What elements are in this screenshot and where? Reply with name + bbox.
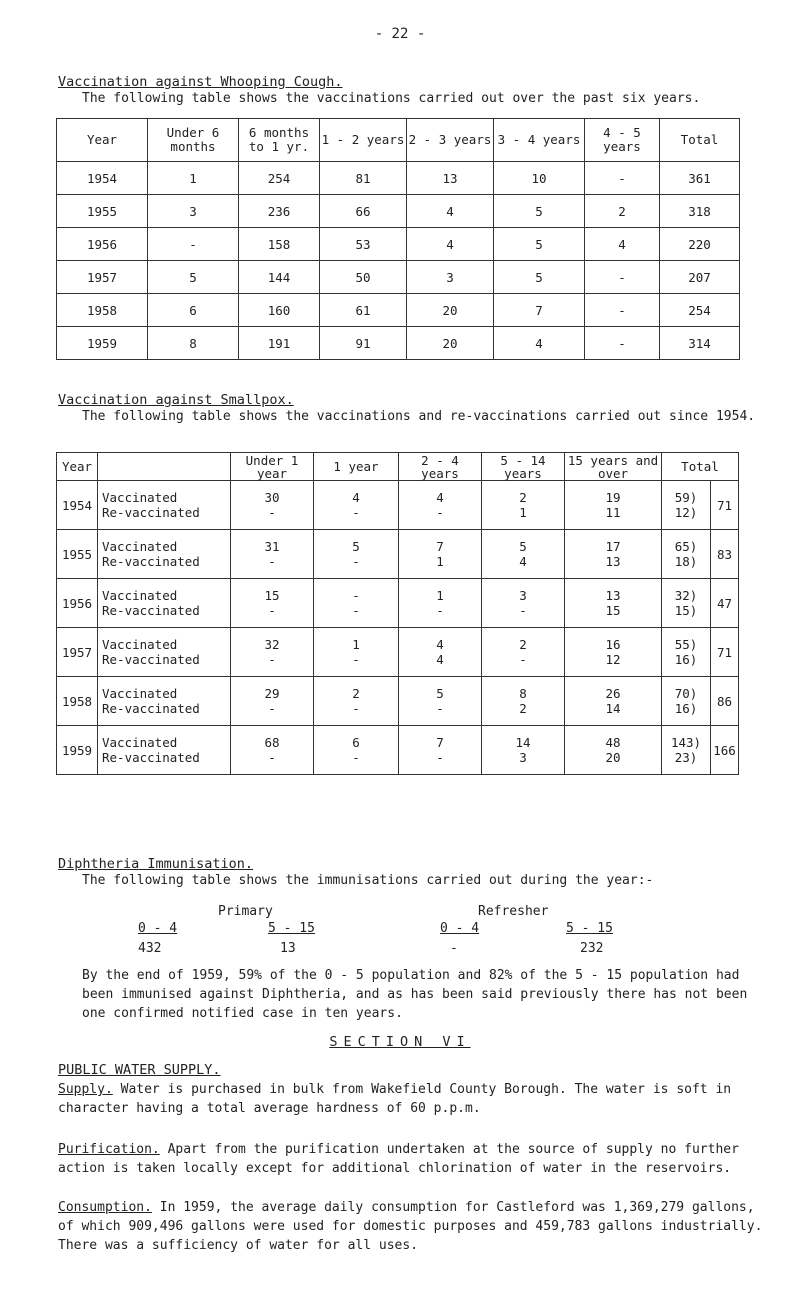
vaccinated-label: Vaccinated xyxy=(102,588,178,603)
refresher-value-5-15: 232 xyxy=(580,941,604,956)
total-cell: 166 xyxy=(711,726,739,775)
table-cell xyxy=(565,677,662,726)
table-cell xyxy=(314,677,399,726)
revaccinated-value: - xyxy=(436,505,444,520)
table-cell: 4 xyxy=(407,228,494,261)
vaccinated-value: 65) xyxy=(674,539,698,554)
table-cell: 254 xyxy=(660,294,740,327)
table-cell xyxy=(314,481,399,530)
diphtheria-intro: The following table shows the immunisations carried out during the year:- xyxy=(82,873,654,888)
consumption-paragraph xyxy=(58,1198,772,1255)
revaccinated-value: 16) xyxy=(674,701,698,716)
type-cell xyxy=(98,530,231,579)
subtotal-cell xyxy=(662,481,711,530)
type-cell xyxy=(98,579,231,628)
vaccinated-value: 68 xyxy=(264,735,280,750)
col-header: 2 - 3 years xyxy=(407,119,494,162)
vaccinated-value: 13 xyxy=(605,588,621,603)
purification-text: Apart from the purification undertaken at the source of supply no further action is taken locally except for additional chlorination of water in the reservoirs. xyxy=(58,1142,739,1176)
table-cell xyxy=(482,628,565,677)
year-cell: 1955 xyxy=(57,195,148,228)
table-cell xyxy=(565,726,662,775)
table-cell xyxy=(399,628,482,677)
revaccinated-value: - xyxy=(519,603,527,618)
revaccinated-value: 1 xyxy=(436,554,444,569)
col-header: Total xyxy=(662,453,739,481)
refresher-range-0-4: 0 - 4 xyxy=(440,921,480,936)
table-row xyxy=(57,677,739,726)
table-cell: 236 xyxy=(239,195,320,228)
vaccinated-label: Vaccinated xyxy=(102,735,178,750)
table-cell: - xyxy=(585,261,660,294)
table-cell: 20 xyxy=(407,294,494,327)
year-cell: 1959 xyxy=(57,726,98,775)
subtotal-cell xyxy=(662,628,711,677)
revaccinated-value: 18) xyxy=(674,554,698,569)
table-cell: 158 xyxy=(239,228,320,261)
table-row xyxy=(57,327,740,360)
vaccinated-value: 8 xyxy=(519,686,527,701)
type-cell xyxy=(98,628,231,677)
table-cell: - xyxy=(148,228,239,261)
table-row xyxy=(57,726,739,775)
col-header xyxy=(98,453,231,481)
section-title: SECTION VI xyxy=(329,1034,471,1050)
revaccinated-value: - xyxy=(268,652,276,667)
table-cell: 220 xyxy=(660,228,740,261)
col-header: Under 1 year xyxy=(231,453,314,481)
primary-range-0-4: 0 - 4 xyxy=(138,921,178,936)
table-cell: 7 xyxy=(494,294,585,327)
total-cell: 71 xyxy=(711,628,739,677)
subtotal-cell xyxy=(662,530,711,579)
table-cell: 10 xyxy=(494,162,585,195)
table-row xyxy=(57,579,739,628)
table-cell: 4 xyxy=(585,228,660,261)
vaccinated-value: 1 xyxy=(352,637,360,652)
vaccinated-value: - xyxy=(352,588,360,603)
table-cell: 50 xyxy=(320,261,407,294)
table-cell xyxy=(565,628,662,677)
revaccinated-value: 3 xyxy=(519,750,527,765)
table-cell xyxy=(399,579,482,628)
table-cell xyxy=(482,677,565,726)
vaccinated-value: 2 xyxy=(519,637,527,652)
table-cell xyxy=(231,677,314,726)
subtotal-cell xyxy=(662,579,711,628)
vaccinated-value: 5 xyxy=(436,686,444,701)
table-header-row xyxy=(57,119,740,162)
primary-value-5-15: 13 xyxy=(280,941,296,956)
diphtheria-summary: By the end of 1959, 59% of the 0 - 5 population and 82% of the 5 - 15 population had been immunised against Diphtheria, and as has been said previously there has not been one confirmed notified case in ten years. xyxy=(82,968,748,1021)
revaccinated-value: - xyxy=(352,554,360,569)
total-cell: 71 xyxy=(711,481,739,530)
purification-label: Purification. xyxy=(58,1142,160,1157)
table-cell: 314 xyxy=(660,327,740,360)
whooping-cough-table xyxy=(56,118,740,360)
vaccinated-value: 48 xyxy=(605,735,621,750)
table-row xyxy=(57,261,740,294)
vaccinated-value: 2 xyxy=(352,686,360,701)
table-row xyxy=(57,162,740,195)
supply-paragraph xyxy=(58,1080,772,1118)
vaccinated-value: 4 xyxy=(352,490,360,505)
table-cell: 1 xyxy=(148,162,239,195)
table-cell xyxy=(314,628,399,677)
revaccinated-value: - xyxy=(268,603,276,618)
revaccinated-value: 11 xyxy=(605,505,621,520)
whooping-cough-heading: Vaccination against Whooping Cough. xyxy=(58,74,343,90)
vaccinated-value: 16 xyxy=(605,637,621,652)
table-cell: 4 xyxy=(494,327,585,360)
revaccinated-value: - xyxy=(352,603,360,618)
diphtheria-heading: Diphtheria Immunisation. xyxy=(58,856,254,872)
table-cell: 4 xyxy=(407,195,494,228)
revaccinated-label: Re-vaccinated xyxy=(102,701,200,716)
table-cell xyxy=(482,579,565,628)
vaccinated-value: 17 xyxy=(605,539,621,554)
revaccinated-value: - xyxy=(436,750,444,765)
table-cell xyxy=(482,481,565,530)
revaccinated-value: 23) xyxy=(674,750,698,765)
col-header: 2 - 4 years xyxy=(399,453,482,481)
table-cell: 8 xyxy=(148,327,239,360)
vaccinated-value: 7 xyxy=(436,735,444,750)
table-cell xyxy=(314,579,399,628)
vaccinated-value: 14 xyxy=(515,735,531,750)
vaccinated-value: 32 xyxy=(264,637,280,652)
table-cell: 2 xyxy=(585,195,660,228)
table-cell xyxy=(314,726,399,775)
table-cell xyxy=(231,579,314,628)
vaccinated-value: 15 xyxy=(264,588,280,603)
table-row xyxy=(57,228,740,261)
type-cell xyxy=(98,677,231,726)
table-cell: 5 xyxy=(148,261,239,294)
smallpox-intro: The following table shows the vaccinations and re-vaccinations carried out since 1954. xyxy=(82,409,756,424)
revaccinated-value: 12 xyxy=(605,652,621,667)
vaccinated-value: 30 xyxy=(264,490,280,505)
col-header: 4 - 5 years xyxy=(585,119,660,162)
year-cell: 1957 xyxy=(57,628,98,677)
revaccinated-value: 13 xyxy=(605,554,621,569)
table-cell: 5 xyxy=(494,195,585,228)
vaccinated-value: 29 xyxy=(264,686,280,701)
vaccinated-value: 70) xyxy=(674,686,698,701)
year-cell: 1958 xyxy=(57,677,98,726)
year-cell: 1957 xyxy=(57,261,148,294)
revaccinated-label: Re-vaccinated xyxy=(102,554,200,569)
table-row xyxy=(57,294,740,327)
revaccinated-value: 12) xyxy=(674,505,698,520)
subtotal-cell xyxy=(662,677,711,726)
col-header: 15 years and over xyxy=(565,453,662,481)
table-cell xyxy=(399,481,482,530)
revaccinated-value: - xyxy=(352,505,360,520)
vaccinated-value: 143) xyxy=(670,735,702,750)
smallpox-table xyxy=(56,452,739,775)
table-row xyxy=(57,195,740,228)
revaccinated-value: 15 xyxy=(605,603,621,618)
revaccinated-value: - xyxy=(519,652,527,667)
vaccinated-label: Vaccinated xyxy=(102,539,178,554)
purification-paragraph xyxy=(58,1140,772,1178)
consumption-label: Consumption. xyxy=(58,1200,152,1215)
revaccinated-value: - xyxy=(268,701,276,716)
total-cell: 83 xyxy=(711,530,739,579)
revaccinated-value: - xyxy=(268,750,276,765)
refresher-value-0-4: - xyxy=(450,941,458,956)
revaccinated-value: 14 xyxy=(605,701,621,716)
revaccinated-value: - xyxy=(352,750,360,765)
table-cell xyxy=(482,530,565,579)
table-cell xyxy=(231,726,314,775)
table-cell xyxy=(482,726,565,775)
revaccinated-label: Re-vaccinated xyxy=(102,603,200,618)
table-cell: - xyxy=(585,162,660,195)
vaccinated-value: 1 xyxy=(436,588,444,603)
table-cell: 254 xyxy=(239,162,320,195)
revaccinated-value: - xyxy=(268,554,276,569)
table-cell: 13 xyxy=(407,162,494,195)
vaccinated-value: 26 xyxy=(605,686,621,701)
table-cell: 160 xyxy=(239,294,320,327)
revaccinated-value: - xyxy=(352,652,360,667)
revaccinated-value: - xyxy=(436,701,444,716)
table-cell: 191 xyxy=(239,327,320,360)
year-cell: 1956 xyxy=(57,579,98,628)
vaccinated-value: 5 xyxy=(519,539,527,554)
table-cell: 6 xyxy=(148,294,239,327)
col-header: 1 - 2 years xyxy=(320,119,407,162)
year-cell: 1959 xyxy=(57,327,148,360)
table-cell xyxy=(231,481,314,530)
revaccinated-value: 4 xyxy=(436,652,444,667)
supply-text: Water is purchased in bulk from Wakefield County Borough. The water is soft in character having a total average hardness of 60 p.p.m. xyxy=(58,1082,732,1116)
revaccinated-value: - xyxy=(352,701,360,716)
col-header: Total xyxy=(660,119,740,162)
vaccinated-value: 19 xyxy=(605,490,621,505)
whooping-cough-intro: The following table shows the vaccinations carried out over the past six years. xyxy=(82,91,701,106)
table-cell: 361 xyxy=(660,162,740,195)
vaccinated-value: 4 xyxy=(436,637,444,652)
col-header: 1 year xyxy=(314,453,399,481)
revaccinated-label: Re-vaccinated xyxy=(102,505,200,520)
revaccinated-value: 15) xyxy=(674,603,698,618)
table-cell xyxy=(565,481,662,530)
vaccinated-value: 3 xyxy=(519,588,527,603)
smallpox-heading: Vaccination against Smallpox. xyxy=(58,392,294,408)
revaccinated-value: 1 xyxy=(519,505,527,520)
vaccinated-value: 55) xyxy=(674,637,698,652)
vaccinated-label: Vaccinated xyxy=(102,637,178,652)
table-cell: 5 xyxy=(494,261,585,294)
page-number: - 22 - xyxy=(374,26,426,42)
supply-label: Supply. xyxy=(58,1082,113,1097)
total-cell: 86 xyxy=(711,677,739,726)
year-cell: 1955 xyxy=(57,530,98,579)
table-cell: 66 xyxy=(320,195,407,228)
consumption-text: In 1959, the average daily consumption for Castleford was 1,369,279 gallons, of which 909,496 gallons were used for domestic purposes and 459,783 gallons industrially. There was a sufficiency of water for all uses. xyxy=(58,1200,763,1253)
refresher-label: Refresher xyxy=(478,904,549,919)
vaccinated-value: 5 xyxy=(352,539,360,554)
vaccinated-value: 7 xyxy=(436,539,444,554)
table-cell: - xyxy=(585,327,660,360)
year-cell: 1956 xyxy=(57,228,148,261)
col-header: 3 - 4 years xyxy=(494,119,585,162)
revaccinated-value: 20 xyxy=(605,750,621,765)
primary-label: Primary xyxy=(218,904,273,919)
vaccinated-label: Vaccinated xyxy=(102,490,178,505)
subtotal-cell xyxy=(662,726,711,775)
table-cell: 3 xyxy=(407,261,494,294)
table-cell: 144 xyxy=(239,261,320,294)
vaccinated-value: 2 xyxy=(519,490,527,505)
total-cell: 47 xyxy=(711,579,739,628)
table-cell: 207 xyxy=(660,261,740,294)
type-cell xyxy=(98,726,231,775)
table-cell xyxy=(565,530,662,579)
table-cell: - xyxy=(585,294,660,327)
revaccinated-value: 4 xyxy=(519,554,527,569)
table-row xyxy=(57,530,739,579)
vaccinated-label: Vaccinated xyxy=(102,686,178,701)
revaccinated-value: 2 xyxy=(519,701,527,716)
revaccinated-value: - xyxy=(268,505,276,520)
table-row xyxy=(57,481,739,530)
table-cell: 5 xyxy=(494,228,585,261)
table-cell: 81 xyxy=(320,162,407,195)
col-header: Under 6 months xyxy=(148,119,239,162)
year-cell: 1954 xyxy=(57,162,148,195)
year-cell: 1954 xyxy=(57,481,98,530)
revaccinated-label: Re-vaccinated xyxy=(102,652,200,667)
col-header: 6 months to 1 yr. xyxy=(239,119,320,162)
table-cell: 3 xyxy=(148,195,239,228)
table-header-row xyxy=(57,453,739,481)
table-cell: 20 xyxy=(407,327,494,360)
table-cell: 53 xyxy=(320,228,407,261)
table-cell: 91 xyxy=(320,327,407,360)
table-cell xyxy=(399,677,482,726)
vaccinated-value: 31 xyxy=(264,539,280,554)
table-row xyxy=(57,628,739,677)
revaccinated-label: Re-vaccinated xyxy=(102,750,200,765)
water-supply-heading: PUBLIC WATER SUPPLY. xyxy=(58,1062,221,1078)
table-cell: 318 xyxy=(660,195,740,228)
table-cell: 61 xyxy=(320,294,407,327)
revaccinated-value: 16) xyxy=(674,652,698,667)
refresher-range-5-15: 5 - 15 xyxy=(566,921,613,936)
revaccinated-value: - xyxy=(436,603,444,618)
vaccinated-value: 59) xyxy=(674,490,698,505)
col-header: Year xyxy=(57,453,98,481)
table-cell xyxy=(231,530,314,579)
table-cell xyxy=(314,530,399,579)
type-cell xyxy=(98,481,231,530)
table-cell xyxy=(565,579,662,628)
vaccinated-value: 32) xyxy=(674,588,698,603)
col-header: 5 - 14 years xyxy=(482,453,565,481)
vaccinated-value: 6 xyxy=(352,735,360,750)
table-cell xyxy=(399,726,482,775)
col-header: Year xyxy=(57,119,148,162)
year-cell: 1958 xyxy=(57,294,148,327)
table-cell xyxy=(231,628,314,677)
vaccinated-value: 4 xyxy=(436,490,444,505)
primary-range-5-15: 5 - 15 xyxy=(268,921,315,936)
table-cell xyxy=(399,530,482,579)
primary-value-0-4: 432 xyxy=(138,941,162,956)
